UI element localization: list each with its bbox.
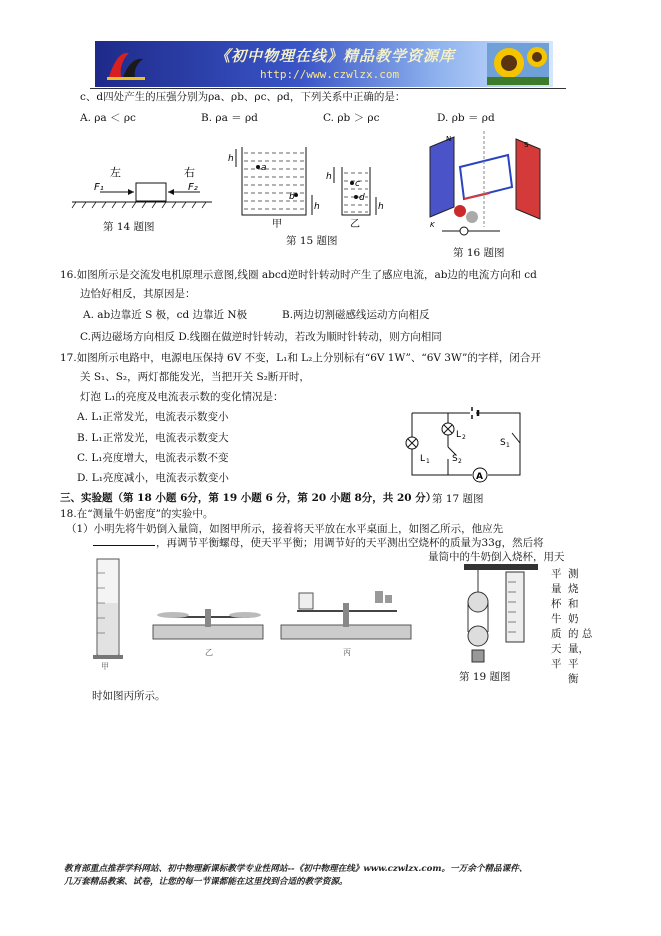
wrap-char: 牛 [551, 613, 562, 625]
svg-text:b: b [289, 192, 295, 202]
svg-text:h: h [228, 154, 234, 164]
svg-text:S: S [500, 438, 506, 448]
header-rule [90, 88, 566, 89]
fig18-yi-label: 乙 [205, 648, 213, 657]
q15-stem: c、d四处产生的压强分别为ρa、ρb、ρc、ρd，下列关系中正确的是： [80, 91, 406, 103]
wrap-char: 平 [568, 658, 579, 670]
q18-part1-line1: （1）小明先将牛奶倒入量筒，如图甲所示，接着将天平放在水平桌面上，如图乙所示，他应先 [66, 523, 504, 535]
q15-option-a: A. ρa ＜ ρc [80, 112, 136, 124]
q17-option-c: C. L₁亮度增大，电流表示数不变 [77, 452, 229, 464]
svg-text:1: 1 [426, 458, 430, 465]
fig14-left-label: 左 [110, 166, 121, 179]
figure-17-circuit [400, 403, 530, 489]
header-banner [95, 41, 553, 87]
wrap-char: 杯 [551, 598, 562, 610]
fig14-right-label: 右 [184, 166, 195, 179]
q18-wrap-column-left [551, 567, 562, 672]
svg-text:h: h [326, 172, 332, 182]
fig16-caption: 第 16 题图 [453, 247, 505, 259]
sunflower-image [487, 43, 549, 85]
wrap-char: 衡 [568, 673, 579, 685]
q16-stem-line2: 边恰好相反，其原因是： [80, 288, 196, 300]
section-3-heading: 三、实验题（第 18 小题 6分，第 19 小题 6 分，第 20 小题 8分，共 20 分） [60, 492, 437, 504]
q16-stem-line1: 16.如图所示是交流发电机原理示意图,线圈 abcd逆时针转动时产生了感应电流，ab边的电流方向和 cd [60, 269, 537, 281]
q15-option-b: B. ρa ＝ ρd [201, 112, 258, 124]
q17-stem-line3: 灯泡 L₁的亮度及电流表示数的变化情况是： [80, 391, 284, 403]
svg-text:N: N [446, 135, 452, 143]
measuring-cylinder [93, 559, 123, 659]
q15-option-c: C. ρb ＞ ρc [323, 112, 380, 124]
figure-14-block-forces [66, 160, 216, 216]
wrap-char: 奶 [568, 613, 579, 625]
q18-part1-line3: 量筒中的牛奶倒入烧杯，用天 [428, 551, 565, 563]
svg-text:K: K [430, 221, 435, 229]
q18-wrap-column-right [568, 567, 592, 687]
wrap-char: 天 [551, 643, 562, 655]
wrap-char: 质 [551, 628, 562, 640]
figure-15-liquid-containers [228, 137, 388, 229]
figure-19-pulley-scale [456, 562, 546, 674]
svg-text:S: S [524, 141, 529, 149]
fig15-jia-label: 甲 [272, 219, 282, 229]
q17-stem-line1: 17.如图所示电路中，电源电压保持 6V 不变，L₁和 L₂上分别标有“6V 1W”、“6V 3W”的字样，闭合开 [60, 352, 541, 364]
svg-text:a: a [261, 163, 267, 173]
fig15-yi-label: 乙 [350, 219, 360, 229]
fig14-caption: 第 14 题图 [103, 221, 155, 233]
site-logo [103, 47, 149, 83]
fig18-bing-label: 丙 [343, 648, 351, 657]
svg-text:F₁: F₁ [94, 182, 104, 193]
q18-stem: 18.在“测量牛奶密度”的实验中。 [60, 508, 214, 520]
q18-part1-line2: ，再调节平衡螺母，使天平平衡；用调节好的天平测出空烧杯的质量为33g，然后将 [156, 537, 544, 549]
svg-text:2: 2 [458, 458, 462, 465]
svg-text:L: L [456, 430, 462, 440]
footer-line1: 教育部重点推荐学科网站、初中物理新课标教学专业性网站--《初中物理在线》www.czwlzx.com。一万余个精品课件、 [64, 864, 528, 874]
svg-text:A: A [476, 472, 483, 482]
wrap-char: 量， [568, 643, 589, 655]
svg-text:F₂: F₂ [188, 182, 198, 193]
q16-option-a: A. ab边靠近 S 极，cd 边靠近 N极 [83, 309, 248, 321]
q17-option-a: A. L₁正常发光，电流表示数变小 [77, 411, 229, 423]
fig18-jia-label: 甲 [101, 662, 109, 671]
fig15-caption: 第 15 题图 [286, 235, 338, 247]
q16-option-cd: C.两边磁场方向相反 D.线圈在做逆时针转动，若改为顺时针转动，则方向相同 [80, 331, 442, 343]
q18-part1-end: 时如图丙所示。 [92, 690, 166, 702]
banner-url: http://www.czwlzx.com [260, 68, 400, 81]
q17-option-d: D. L₁亮度减小，电流表示数变小 [77, 472, 229, 484]
svg-text:h: h [378, 202, 384, 212]
wrap-char: 平 [551, 568, 562, 580]
banner-title: 《初中物理在线》精品教学资源库 [215, 47, 456, 65]
footer-line2: 几万套精品教案、试卷，让您的每一节课都能在这里找到合适的教学资源。 [64, 877, 348, 887]
balance-bing [281, 591, 411, 639]
svg-text:2: 2 [462, 434, 466, 441]
svg-text:L: L [420, 454, 426, 464]
svg-text:h: h [314, 202, 320, 212]
wrap-char: 烧 [568, 583, 579, 595]
fig17-caption: 第 17 题图 [432, 493, 484, 505]
wrap-char: 的 总 [568, 628, 593, 640]
svg-text:d: d [359, 193, 365, 203]
svg-text:1: 1 [506, 442, 510, 449]
wrap-char: 测 [568, 568, 579, 580]
wrap-char: 和 [568, 598, 579, 610]
q18-answer-blank[interactable] [93, 545, 155, 546]
balance-yi [153, 609, 263, 639]
figure-18-balance-apparatus [93, 553, 443, 671]
q17-stem-line2: 关 S₁、S₂，两灯都能发光，当把开关 S₂断开时， [80, 371, 310, 383]
fig19-caption: 第 19 题图 [459, 671, 511, 683]
svg-text:c: c [355, 179, 360, 189]
q16-option-b: B.两边切割磁感线运动方向相反 [282, 309, 430, 321]
svg-text:S: S [452, 454, 458, 464]
q15-option-d: D. ρb ＝ ρd [437, 112, 495, 124]
q17-option-b: B. L₁正常发光，电流表示数变大 [77, 432, 229, 444]
wrap-char: 平 [551, 658, 562, 670]
figure-16-ac-generator [420, 127, 550, 245]
wrap-char: 量 [551, 583, 562, 595]
